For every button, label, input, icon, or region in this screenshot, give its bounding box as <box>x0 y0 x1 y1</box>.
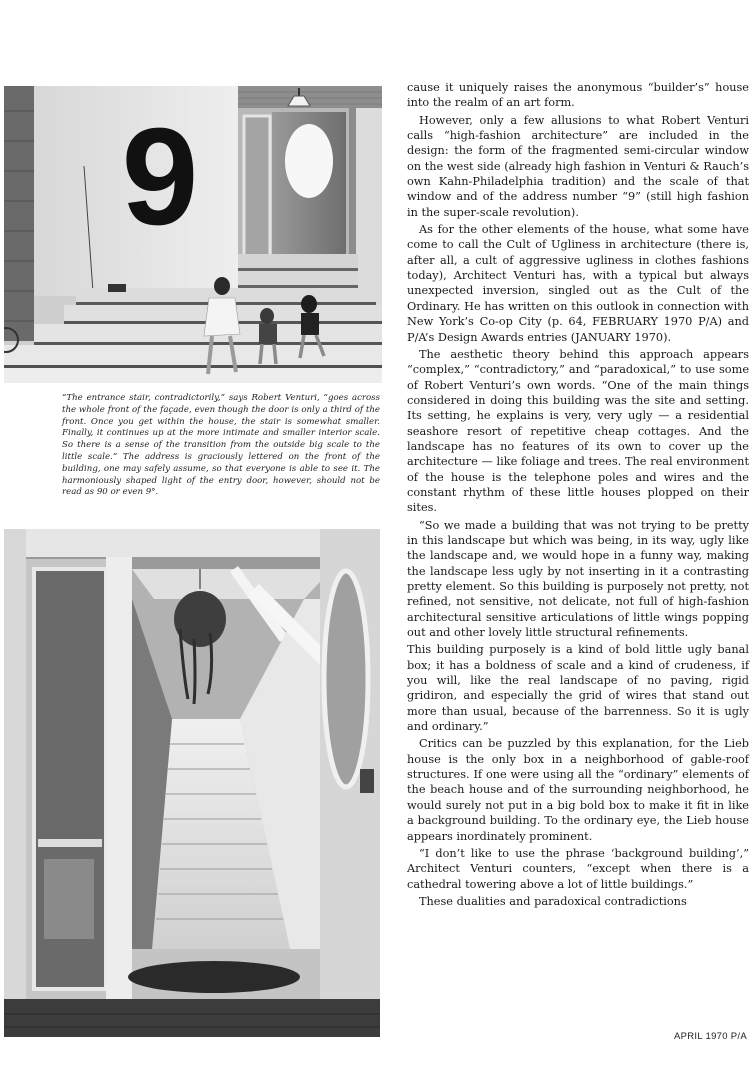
paragraph: cause it uniquely raises the anonymous “builder’s” house into the realm of an art form. <box>407 81 749 110</box>
entrance-stair-photo <box>4 86 382 383</box>
house-number-9: 9 <box>121 100 199 254</box>
paragraph: These dualities and paradoxical contradictions <box>419 894 687 908</box>
page-folio: APRIL 1970 P/A <box>673 1031 747 1042</box>
interior-stair-photo <box>4 529 380 1037</box>
paragraph: The aesthetic theory behind this approach appears “complex,” “contradictory,” and “paradoxical,” to use some of Robert Venturi’s own words. “One of the main things considered in doing this building was the site and setting. Its setting, he explains is very, very ugly — a residential seashore resort of repetitive cheap cottages. And the landscape has no features of its own to cover up the architecture — like foliage and trees. The real environment of the house is the telephone poles and wires and the constant rhythm of these little houses plopped on their sites. <box>407 347 749 515</box>
article-body <box>407 80 749 911</box>
paragraph: This building purposely is a kind of bold little ugly banal box; it has a boldness of scale and a kind of crudeness, if you will, like the real landscape of no paving, rigid gridiron, and especially the grid of wires that stand out more than usual, because of the barrenness. So it is ugly and ordinary.” <box>407 643 749 734</box>
photo-caption: “The entrance stair, contradictorily,” says Robert Venturi, “goes across the whole front of the façade, even though the door is only a third of the front. Once you get within the house, the stair is somewhat smaller. Finally, it continues up at the more intimate and smaller interior scale. So there is a sense of the transition from the outside big scale to the little scale.” The address is graciously lettered on the front of the building, one may safely assume, so that everyone is able to see it. The harmoniously shaped light of the entry door, however, should not be read as 90 or even 9°. <box>62 393 380 498</box>
paragraph: However, only a few allusions to what Robert Venturi calls “high-fashion architecture” are included in the design: the form of the fragmented semi-circular window on the west side (already high fashion in Venturi & Rauch’s own Kahn-Philadelphia tradition) and the scale of that window and of the address number “9” (still high fashion in the super-scale revolution). <box>407 113 749 219</box>
paragraph: “I don’t like to use the phrase ‘background building’,” Architect Venturi counters, “except when there is a cathedral towering above a lot of little buildings.” <box>407 846 749 891</box>
paragraph: Critics can be puzzled by this explanation, for the Lieb house is the only box in a neighborhood of gable-roof structures. If one were using all the “ordinary” elements of the beach house and of the surrounding neighborhood, he would surely not put in a big bold box to make it fit in like a background building. To the ordinary eye, the Lieb house appears inordinately prominent. <box>407 737 749 843</box>
paragraph: As for the other elements of the house, what some have come to call the Cult of Ugliness in architecture (there is, after all, a cult of aggressive ugliness in clothes fashions today), Architect Venturi has, with a typical but always unexpected inversion, singled out as the Cult of the Ordinary. He has written on this outlook in connection with New York’s Co-op City (p. 64, FEBRUARY 1970 P/A) and P/A’s Design Awards entries (JANUARY 1970). <box>407 223 749 344</box>
paragraph: “So we made a building that was not trying to be pretty in this landscape but which was being, in its way, ugly like the landscape and, we would hope in a funny way, making the landscape less ugly by not inserting in it a contrasting pretty element. So this building is purposely not pretty, not refined, not sensitive, not delicate, not full of high-fashion architectural sensitive articulations of little wings popping out and other lovely little structural refinements. <box>407 518 749 640</box>
